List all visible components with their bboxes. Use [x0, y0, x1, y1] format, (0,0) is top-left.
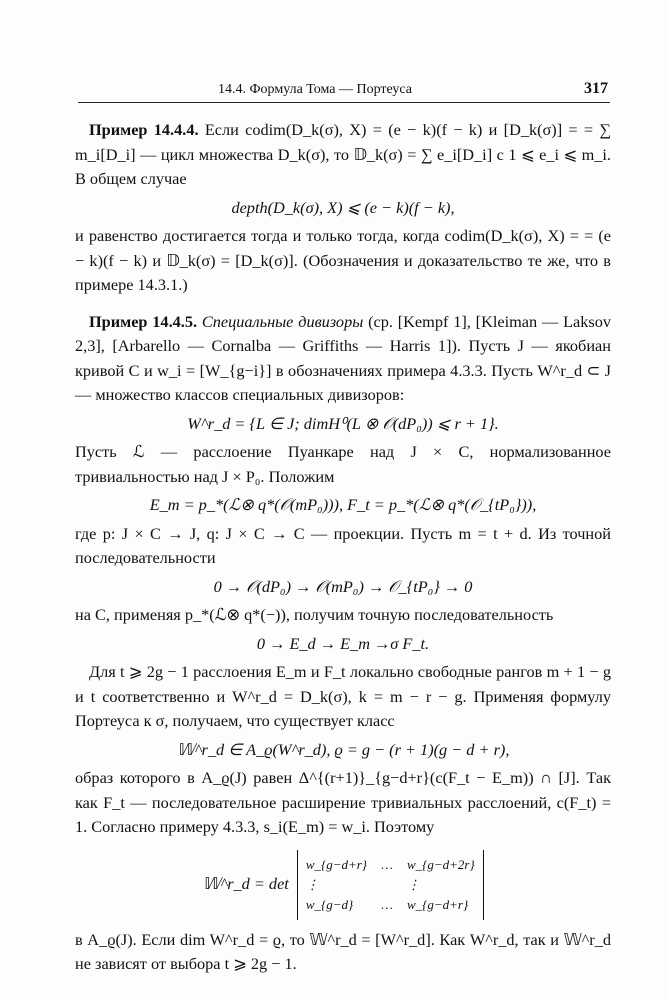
example-text: (ср. [Kempf 1], [Kleiman — Laksov 2,3], [Arbarello — Cornalba — Griffiths — Harris 1]). Пусть J — якобиан кривой C и w_i = [W_{g−i}] в обозначениях примера 4.3.3. Пусть W^r_d ⊂ J — множество классов специальных дивизоров:	[75, 311, 611, 404]
matrix-cell: ⋮	[407, 876, 421, 892]
paragraph-final: в A_ϱ(J). Если dim W^r_d = ϱ, то 𝕎^r_d = [W^r_d]. Как W^r_d, так и 𝕎^r_d не зависят от выбора t ⩾ 2g − 1.	[75, 929, 611, 973]
matrix-cell: w_{g−d+r}	[305, 856, 368, 872]
paragraph-ranks: Для t ⩾ 2g − 1 расслоения E_m и F_t локально свободные рангов m + 1 − g и t соответственно и W^r_d = D_k(σ), k = m − r − g. Применяя формулу Портеуса к σ, получаем, что существует класс	[75, 662, 611, 730]
matrix-cell: …	[381, 896, 393, 912]
paragraph-apply: на C, применяя p_*(ℒ⊗ q*(−)), получим точную последовательность	[75, 605, 554, 624]
paragraph-image: образ которого в A_ϱ(J) равен Δ^{(r+1)}_{g−d+r}(c(F_t − E_m)) ∩ [J]. Так как F_t — последовательное расширение тривиальных расслоений, c(F_t) = 1. Согласно примеру 4.3.3, s_i(E_m) = w_i. Поэтому	[75, 768, 611, 836]
determinant-label: 𝕎^r_d = det	[202, 874, 289, 894]
determinant-matrix	[297, 850, 484, 920]
bundles-equation: E_m = p_*(ℒ⊗ q*(𝒪(mP₀))), F_t = p_*(ℒ⊗ q*(𝒪_{tP₀})),	[149, 495, 537, 514]
example-14-4-5-text	[75, 310, 611, 408]
special-divisors-equation: W^r_d = {L ∈ J; dimH⁰(L ⊗ 𝒪(dP₀)) ⩽ r + 1}.	[187, 413, 499, 433]
example-14-4-4-conclusion: и равенство достигается тогда и только тогда, когда codim(D_k(σ), X) = = (e − k)(f − k) и 𝔻_k(σ) = [D_k(σ)]. (Обозначения и доказательство те же, что в примере 14.3.1.)	[75, 226, 611, 294]
example-text: Если codim(D_k(σ), X) = (e − k)(f − k) и [D_k(σ)] = = ∑ m_i[D_i] — цикл множества D_k(σ), то 𝔻_k(σ) = ∑ e_i[D_i] с 1 ⩽ e_i ⩽ m_i. В общем случае	[75, 120, 611, 188]
determinant-formula	[75, 850, 611, 920]
depth-equation: depth(D_k(σ), X) ⩽ (e − k)(f − k),	[231, 197, 455, 217]
page-number: 317	[584, 80, 608, 97]
matrix-cell: …	[381, 856, 393, 872]
class-equation: 𝕎^r_d ∈ A_ϱ(W^r_d), ϱ = g − (r + 1)(g − d + r),	[176, 739, 510, 759]
matrix-cell: w_{g−d}	[305, 896, 354, 912]
example-label: Пример 14.4.5.	[89, 311, 198, 331]
running-header-title: 14.4. Формула Тома — Портеуса	[218, 82, 413, 97]
running-header	[78, 80, 610, 103]
matrix-cell: w_{g−d+2r}	[407, 856, 475, 872]
matrix-cell: w_{g−d+r}	[407, 896, 469, 912]
exact-sequence-2: 0 → E_d → E_m →σ F_t.	[256, 633, 430, 653]
paragraph-poincare: Пусть ℒ — расслоение Пуанкаре над J × C, нормализованное тривиальностью над J × P₀. Положим	[75, 442, 611, 486]
paragraph-projections: где p: J × C → J, q: J × C → C — проекции. Пусть m = t + d. Из точной последовательности	[75, 523, 611, 567]
example-title: Специальные дивизоры	[201, 311, 364, 331]
example-label: Пример 14.4.4.	[89, 120, 199, 139]
example-14-4-4-text	[75, 118, 611, 192]
matrix-cell: ⋮	[305, 876, 319, 892]
page-body	[75, 118, 611, 977]
matrix-cell	[367, 876, 407, 894]
exact-sequence-1: 0 → 𝒪(dP₀) → 𝒪(mP₀) → 𝒪_{tP₀} → 0	[213, 576, 473, 596]
